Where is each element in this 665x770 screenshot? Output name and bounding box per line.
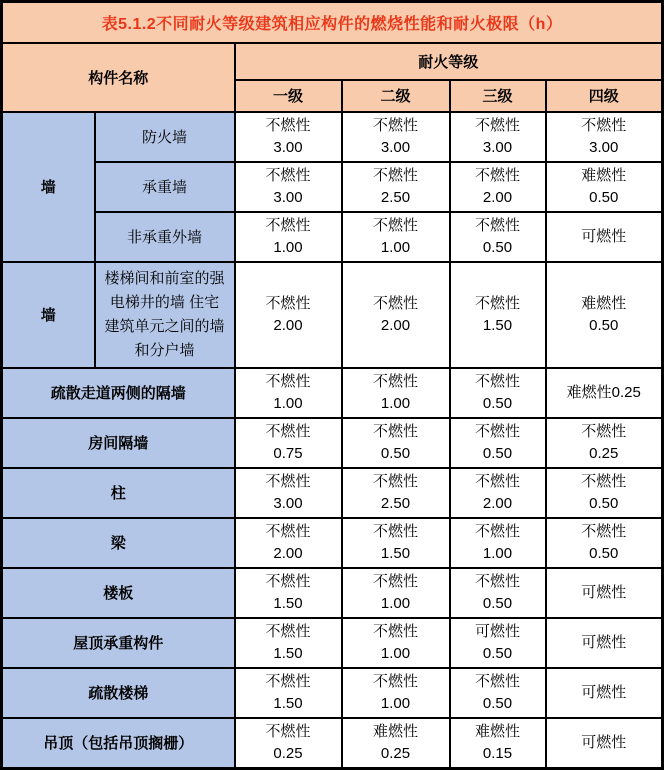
duration-line: 1.00 <box>380 644 411 662</box>
data-cell <box>450 418 546 468</box>
component-name-cell: 防火墙 <box>95 112 235 162</box>
burn-class-line: 可燃性 <box>581 733 627 751</box>
data-cell <box>546 568 663 618</box>
duration-line: 0.15 <box>482 744 513 762</box>
data-cell <box>450 162 546 212</box>
burn-class-line: 难燃性 <box>581 166 627 184</box>
duration-line: 0.50 <box>589 188 619 206</box>
duration-line: 1.50 <box>273 644 303 662</box>
burn-class-line: 难燃性 <box>581 294 627 312</box>
data-cell <box>450 718 546 769</box>
data-cell <box>342 162 450 212</box>
burn-class-line: 不燃性 <box>265 672 311 690</box>
data-cell <box>342 618 450 668</box>
component-name-cell: 吊顶（包括吊顶搁栅） <box>2 718 235 769</box>
table-row <box>2 668 663 718</box>
duration-line: 1.50 <box>380 544 411 562</box>
data-cell <box>235 668 342 718</box>
component-name-cell: 疏散楼梯 <box>2 668 235 718</box>
header-level-1: 一级 <box>235 80 342 112</box>
header-level-3: 三级 <box>450 80 546 112</box>
duration-line: 1.50 <box>273 594 303 612</box>
data-cell <box>342 718 450 769</box>
table-row <box>2 618 663 668</box>
data-cell <box>342 568 450 618</box>
data-cell <box>450 518 546 568</box>
data-cell <box>235 212 342 262</box>
burn-class-line: 不燃性 <box>265 372 311 390</box>
component-name-cell: 梁 <box>2 518 235 568</box>
duration-line: 0.50 <box>482 594 513 612</box>
data-cell <box>235 418 342 468</box>
data-cell <box>450 568 546 618</box>
duration-line: 2.50 <box>380 494 411 512</box>
duration-line: 3.00 <box>589 138 619 156</box>
duration-line: 1.50 <box>273 694 303 712</box>
burn-class-line: 不燃性 <box>474 294 520 312</box>
data-cell <box>546 518 663 568</box>
burn-class-line: 不燃性 <box>372 572 418 590</box>
burn-class-line: 不燃性 <box>372 422 418 440</box>
duration-line: 0.50 <box>482 444 513 462</box>
burn-class-line: 不燃性 <box>581 522 627 540</box>
burn-class-line: 可燃性 <box>474 622 520 640</box>
header-level-4: 四级 <box>546 80 663 112</box>
data-cell <box>546 668 663 718</box>
component-name-cell: 非承重外墙 <box>95 212 235 262</box>
component-name-cell: 屋顶承重构件 <box>2 618 235 668</box>
duration-line: 0.75 <box>273 444 303 462</box>
data-cell <box>450 112 546 162</box>
duration-line: 0.25 <box>589 444 619 462</box>
component-name-cell: 承重墙 <box>95 162 235 212</box>
burn-class-line: 不燃性 <box>372 522 418 540</box>
duration-line: 0.50 <box>380 444 411 462</box>
data-cell <box>342 468 450 518</box>
table-title: 表5.1.2不同耐火等级建筑相应构件的燃烧性能和耐火极限（h） <box>2 2 663 43</box>
data-cell <box>450 262 546 368</box>
burn-class-line: 不燃性 <box>474 522 520 540</box>
header-level-2: 二级 <box>342 80 450 112</box>
data-cell <box>546 262 663 368</box>
burn-class-line: 不燃性 <box>372 116 418 134</box>
data-cell <box>235 262 342 368</box>
table-row <box>2 368 663 418</box>
data-cell <box>546 418 663 468</box>
burn-class-line: 难燃性 <box>372 722 418 740</box>
burn-class-line: 不燃性 <box>372 294 418 312</box>
duration-line: 1.00 <box>273 238 303 256</box>
duration-line: 2.50 <box>380 188 411 206</box>
burn-class-line: 不燃性 <box>474 372 520 390</box>
data-cell <box>342 518 450 568</box>
duration-line: 0.50 <box>482 644 513 662</box>
burn-class-line: 不燃性 <box>474 216 520 234</box>
table-row <box>2 518 663 568</box>
burn-class-line: 不燃性 <box>372 472 418 490</box>
duration-line: 2.00 <box>273 544 303 562</box>
component-name-cell: 疏散走道两侧的隔墙 <box>2 368 235 418</box>
duration-line: 2.00 <box>273 316 303 334</box>
data-cell <box>450 368 546 418</box>
data-cell <box>450 668 546 718</box>
burn-class-line: 不燃性 <box>265 472 311 490</box>
table-row <box>2 162 663 212</box>
data-cell <box>342 262 450 368</box>
duration-line: 0.25 <box>380 744 411 762</box>
burn-class-line: 不燃性 <box>372 372 418 390</box>
data-cell <box>342 368 450 418</box>
burn-class-line: 不燃性 <box>265 572 311 590</box>
data-cell <box>342 112 450 162</box>
table-row <box>2 112 663 162</box>
component-name-cell: 柱 <box>2 468 235 518</box>
data-cell <box>235 568 342 618</box>
burn-class-line: 不燃性 <box>265 522 311 540</box>
burn-class-line: 不燃性 <box>474 116 520 134</box>
burn-class-line: 可燃性 <box>581 633 627 651</box>
data-cell <box>342 418 450 468</box>
burn-class-line: 不燃性 <box>474 422 520 440</box>
duration-line: 3.00 <box>273 188 303 206</box>
duration-line: 0.50 <box>589 494 619 512</box>
burn-class-line: 难燃性 <box>474 722 520 740</box>
burn-class-line: 可燃性 <box>581 583 627 601</box>
data-cell <box>235 618 342 668</box>
header-fire-rating: 耐火等级 <box>235 43 663 80</box>
component-name-cell: 房间隔墙 <box>2 418 235 468</box>
table-row <box>2 718 663 769</box>
data-cell <box>450 468 546 518</box>
data-cell <box>235 112 342 162</box>
data-cell <box>546 162 663 212</box>
data-cell <box>450 618 546 668</box>
data-cell <box>235 162 342 212</box>
burn-class-line: 不燃性 <box>372 216 418 234</box>
burn-class-line: 不燃性 <box>581 116 627 134</box>
duration-line: 1.50 <box>482 316 513 334</box>
burn-class-line: 不燃性 <box>265 294 311 312</box>
duration-line: 3.00 <box>380 138 411 156</box>
burn-class-line: 不燃性 <box>581 422 627 440</box>
burn-class-line: 不燃性 <box>372 672 418 690</box>
duration-line: 0.50 <box>589 316 619 334</box>
burn-class-line: 不燃性 <box>474 166 520 184</box>
burn-class-line: 不燃性 <box>265 622 311 640</box>
duration-line: 0.50 <box>589 544 619 562</box>
data-cell <box>342 212 450 262</box>
duration-line: 1.00 <box>380 394 411 412</box>
group-cell-wall-1: 墙 <box>2 112 95 262</box>
table-row <box>2 568 663 618</box>
data-cell <box>235 718 342 769</box>
data-cell <box>546 112 663 162</box>
burn-class-line: 不燃性 <box>265 722 311 740</box>
duration-line: 3.00 <box>273 494 303 512</box>
data-cell <box>546 618 663 668</box>
duration-line: 1.00 <box>380 238 411 256</box>
data-cell <box>235 368 342 418</box>
duration-line: 2.00 <box>482 188 513 206</box>
burn-class-line: 不燃性 <box>581 472 627 490</box>
duration-line: 1.00 <box>380 694 411 712</box>
burn-class-line: 不燃性 <box>265 422 311 440</box>
duration-line: 2.00 <box>380 316 411 334</box>
data-cell <box>546 468 663 518</box>
duration-line: 3.00 <box>482 138 513 156</box>
duration-line: 1.00 <box>482 544 513 562</box>
duration-line: 0.25 <box>273 744 303 762</box>
burn-class-line: 不燃性 <box>474 572 520 590</box>
duration-line: 2.00 <box>482 494 513 512</box>
duration-line: 1.00 <box>273 394 303 412</box>
data-cell <box>546 368 663 418</box>
burn-class-line: 难燃性0.25 <box>566 383 641 401</box>
data-cell <box>342 668 450 718</box>
data-cell <box>546 212 663 262</box>
table-row <box>2 262 663 368</box>
duration-line: 0.50 <box>482 694 513 712</box>
burn-class-line: 可燃性 <box>581 683 627 701</box>
duration-line: 0.50 <box>482 394 513 412</box>
data-cell <box>235 468 342 518</box>
component-name-cell: 楼板 <box>2 568 235 618</box>
burn-class-line: 不燃性 <box>474 672 520 690</box>
duration-line: 3.00 <box>273 138 303 156</box>
burn-class-line: 不燃性 <box>372 166 418 184</box>
table-row <box>2 468 663 518</box>
table-row <box>2 418 663 468</box>
burn-class-line: 不燃性 <box>372 622 418 640</box>
header-component-name: 构件名称 <box>2 43 235 112</box>
table-row <box>2 212 663 262</box>
data-cell <box>450 212 546 262</box>
duration-line: 1.00 <box>380 594 411 612</box>
burn-class-line: 不燃性 <box>265 216 311 234</box>
burn-class-line: 不燃性 <box>474 472 520 490</box>
burn-class-line: 不燃性 <box>265 116 311 134</box>
group-cell-wall-2: 墙 <box>2 262 95 368</box>
duration-line: 0.50 <box>482 238 513 256</box>
burn-class-line: 可燃性 <box>581 227 627 245</box>
data-cell <box>546 718 663 769</box>
data-cell <box>235 518 342 568</box>
component-name-cell: 楼梯间和前室的强电梯井的墙 住宅建筑单元之间的墙和分户墙 <box>95 262 235 368</box>
burn-class-line: 不燃性 <box>265 166 311 184</box>
